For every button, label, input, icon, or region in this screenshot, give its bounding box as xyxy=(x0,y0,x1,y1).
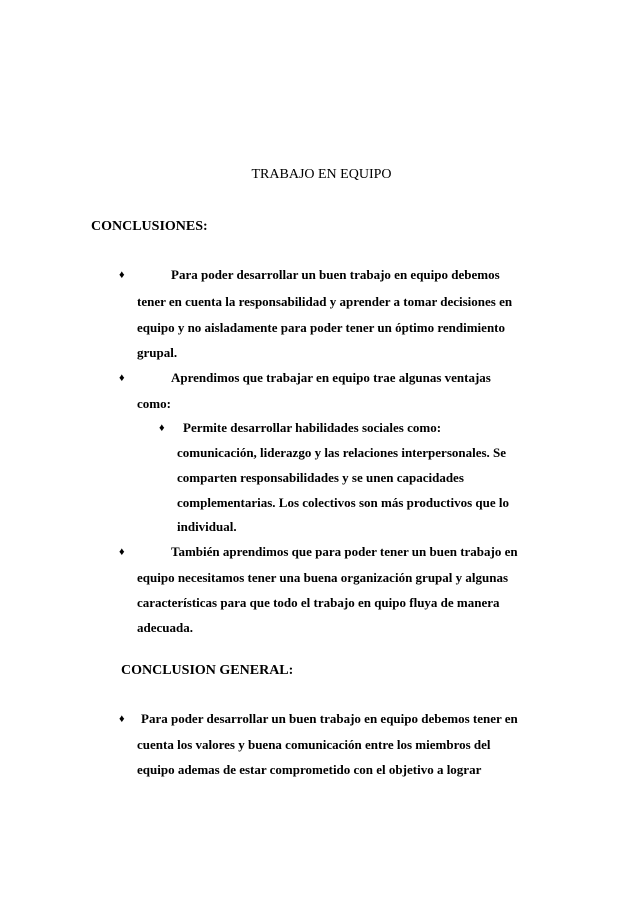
conclusion-general-heading: CONCLUSION GENERAL: xyxy=(121,663,294,678)
document-title: TRABAJO EN EQUIPO xyxy=(251,167,392,182)
conclusion-item-2-line-1: Aprendimos que trabajar en equipo trae algunas ventajas xyxy=(171,370,491,385)
conclusion-item-1-line-4: grupal. xyxy=(137,345,178,360)
conclusion-item-3-line-3: características para que todo el trabajo en quipo fluya de manera xyxy=(137,595,500,610)
general-item-line-3: equipo ademas de estar comprometido con el objetivo a lograr xyxy=(137,762,482,777)
diamond-bullet-icon: ♦ xyxy=(119,713,125,725)
diamond-bullet-icon: ♦ xyxy=(119,372,125,384)
conclusion-item-1-line-3: equipo y no aisladamente para poder tener un óptimo rendimiento xyxy=(137,320,505,335)
sub-item-line-5: individual. xyxy=(177,519,237,534)
conclusion-item-1-line-2: tener en cuenta la responsabilidad y aprender a tomar decisiones en xyxy=(137,294,513,309)
conclusiones-heading: CONCLUSIONES: xyxy=(91,219,208,234)
sub-item-line-2: comunicación, liderazgo y las relaciones interpersonales. Se xyxy=(177,445,507,460)
conclusion-item-2-line-2: como: xyxy=(137,396,171,411)
diamond-bullet-icon: ♦ xyxy=(119,269,125,281)
sub-item-line-1: Permite desarrollar habilidades sociales como: xyxy=(183,420,442,435)
diamond-bullet-icon: ♦ xyxy=(119,546,125,558)
conclusion-item-3-line-2: equipo necesitamos tener una buena organización grupal y algunas xyxy=(137,570,509,585)
conclusion-item-1-line-1: Para poder desarrollar un buen trabajo en equipo debemos xyxy=(171,267,500,282)
diamond-bullet-icon: ♦ xyxy=(159,422,165,434)
conclusion-item-3-line-4: adecuada. xyxy=(137,620,193,635)
general-item-line-1: Para poder desarrollar un buen trabajo en equipo debemos tener en xyxy=(141,711,518,726)
general-item-line-2: cuenta los valores y buena comunicación entre los miembros del xyxy=(137,737,491,752)
sub-item-line-4: complementarias. Los colectivos son más productivos que lo xyxy=(177,495,509,510)
sub-item-line-3: comparten responsabilidades y se unen capacidades xyxy=(177,470,464,485)
conclusion-item-3-line-1: También aprendimos que para poder tener un buen trabajo en xyxy=(171,544,518,559)
